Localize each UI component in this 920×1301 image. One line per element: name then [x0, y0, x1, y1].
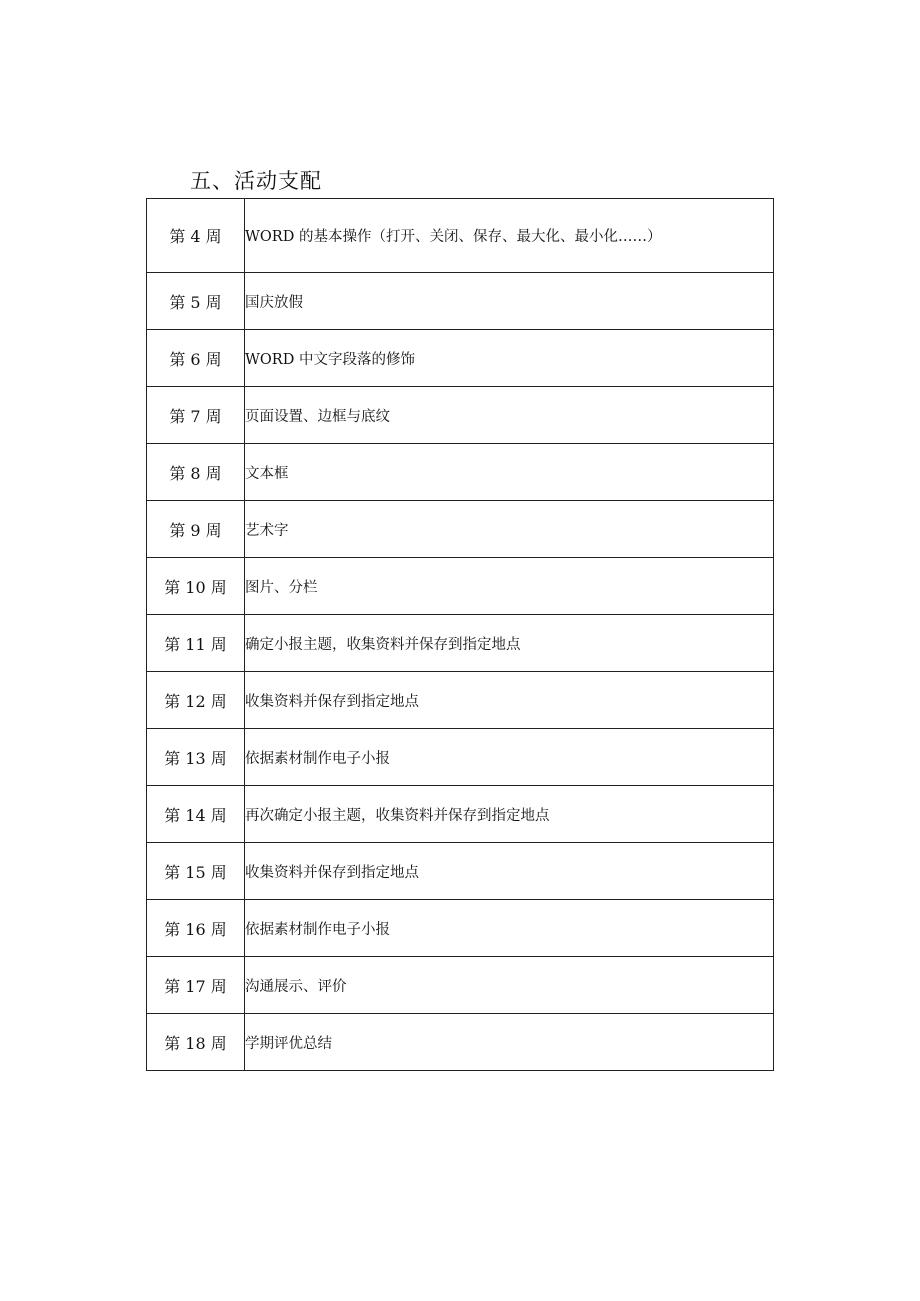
table-row — [147, 672, 774, 729]
week-cell: 第 18 周 — [147, 1014, 245, 1071]
content-cell: 确定小报主题，收集资料并保存到指定地点 — [245, 615, 774, 672]
table-row — [147, 558, 774, 615]
week-cell: 第 17 周 — [147, 957, 245, 1014]
week-cell: 第 6 周 — [147, 330, 245, 387]
week-cell: 第 5 周 — [147, 273, 245, 330]
table-row — [147, 1014, 774, 1071]
week-cell: 第 7 周 — [147, 387, 245, 444]
content-cell: 收集资料并保存到指定地点 — [245, 843, 774, 900]
content-cell: 文本框 — [245, 444, 774, 501]
table-row — [147, 786, 774, 843]
table-row — [147, 387, 774, 444]
content-cell: 页面设置、边框与底纹 — [245, 387, 774, 444]
content-cell: 沟通展示、评价 — [245, 957, 774, 1014]
content-cell: WORD 的基本操作（打开、关闭、保存、最大化、最小化……） — [245, 199, 774, 273]
content-cell: WORD 中文字段落的修饰 — [245, 330, 774, 387]
week-cell: 第 15 周 — [147, 843, 245, 900]
content-cell: 收集资料并保存到指定地点 — [245, 672, 774, 729]
week-cell: 第 10 周 — [147, 558, 245, 615]
table-row — [147, 843, 774, 900]
table-row — [147, 199, 774, 273]
content-cell: 依据素材制作电子小报 — [245, 900, 774, 957]
content-cell: 学期评优总结 — [245, 1014, 774, 1071]
week-cell: 第 13 周 — [147, 729, 245, 786]
section-title: 五、活动支配 — [190, 169, 322, 193]
schedule-table — [146, 198, 774, 1071]
content-cell: 再次确定小报主题，收集资料并保存到指定地点 — [245, 786, 774, 843]
table-row — [147, 900, 774, 957]
content-cell: 艺术字 — [245, 501, 774, 558]
table-row — [147, 273, 774, 330]
week-cell: 第 4 周 — [147, 199, 245, 273]
content-cell: 国庆放假 — [245, 273, 774, 330]
table-row — [147, 444, 774, 501]
week-cell: 第 12 周 — [147, 672, 245, 729]
week-cell: 第 14 周 — [147, 786, 245, 843]
table-row — [147, 330, 774, 387]
content-cell: 依据素材制作电子小报 — [245, 729, 774, 786]
table-row — [147, 957, 774, 1014]
table-row — [147, 615, 774, 672]
content-cell: 图片、分栏 — [245, 558, 774, 615]
table-row — [147, 501, 774, 558]
week-cell: 第 9 周 — [147, 501, 245, 558]
week-cell: 第 8 周 — [147, 444, 245, 501]
week-cell: 第 16 周 — [147, 900, 245, 957]
table-row — [147, 729, 774, 786]
week-cell: 第 11 周 — [147, 615, 245, 672]
